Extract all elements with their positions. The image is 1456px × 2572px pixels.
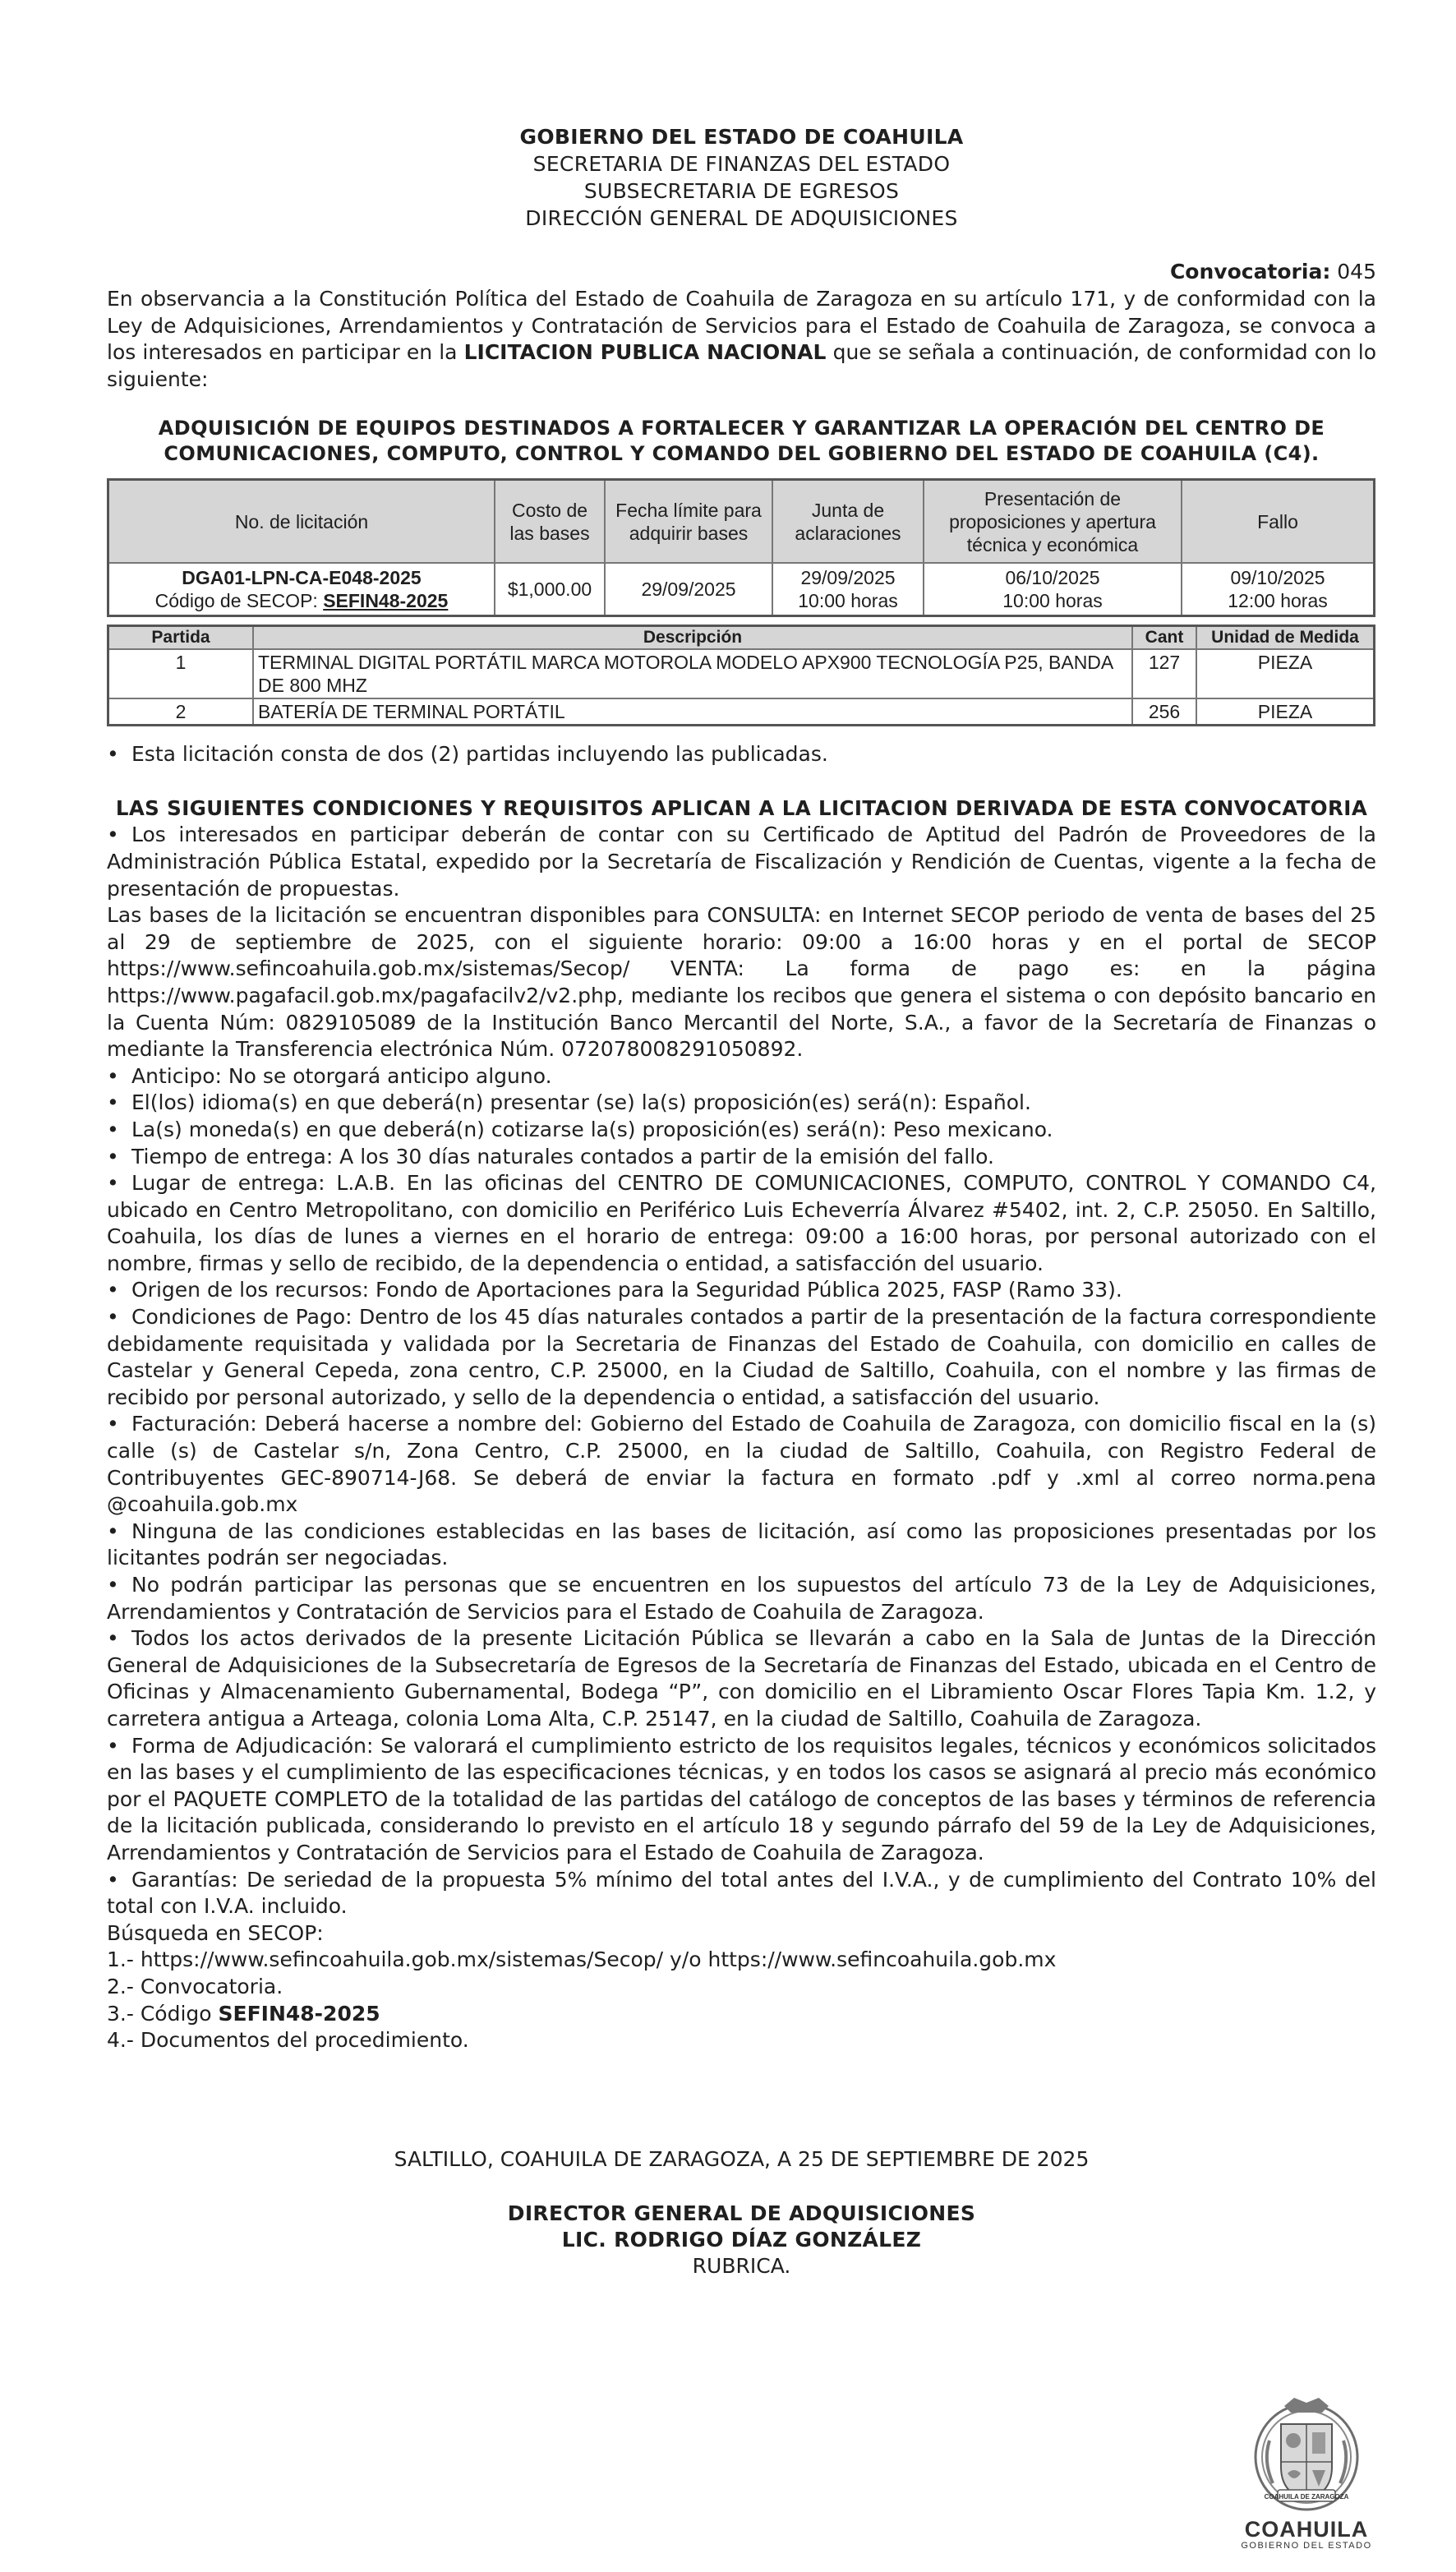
condition-item [107, 1117, 1376, 1144]
condition-text: Origen de los recursos: Fondo de Aportaciones para la Seguridad Pública 2025, FASP (Ramo 33). [131, 1278, 1122, 1302]
table-row [108, 649, 1375, 698]
condition-text: La(s) moneda(s) en que deberá(n) cotizarse la(s) proposición(es) será(n): Peso mexicano. [131, 1117, 1053, 1141]
bullet-icon: • [107, 742, 119, 767]
fallo-hora: 12:00 horas [1228, 590, 1328, 612]
bullet-icon: • [107, 1063, 119, 1088]
licitacion-table-header [108, 480, 1375, 564]
intro-text: En observancia a la Constitución Política del Estado de Coahuila de Zaragoza en su artículo 171, y de conformidad con la Ley de Adquisiciones, Arrendamientos y Contratación de Servicios para el Estado de Coahuila de Zaragoza, se convoca a los interesados en participar en la [107, 287, 1376, 365]
col-fecha-limite: Fecha límite para adquirir bases [605, 480, 772, 564]
bullet-icon: • [107, 1867, 119, 1892]
intro-bold: LICITACION PUBLICA NACIONAL [463, 340, 827, 365]
condition-text: No podrán participar las personas que se encuentren en los supuestos del artículo 73 de la Ley de Adquisiciones, Arrendamientos y Contratación de Servicios para el Estado de Coahuila de Zaragoza. [107, 1573, 1376, 1624]
col-fallo: Fallo [1182, 480, 1375, 564]
step3-label: 3.- Código [107, 2001, 219, 2026]
partidas-table [107, 625, 1375, 726]
cell-cant: 127 [1132, 649, 1196, 698]
bullet-icon: • [107, 1626, 119, 1651]
junta-hora: 10:00 horas [798, 590, 898, 612]
condition-text: Garantías: De seriedad de la propuesta 5% mínimo del total antes del I.V.A., y de cumplimiento del Contrato 10% del total con I.V.A. incluido. [107, 1867, 1376, 1919]
cell-fecha-limite: 29/09/2025 [605, 563, 772, 616]
bullet-icon: • [107, 823, 119, 847]
cell-junta [772, 563, 924, 616]
cell-partida: 1 [108, 649, 254, 698]
condition-item [107, 1572, 1376, 1625]
bullet-icon: • [107, 1573, 119, 1597]
cell-presentacion [924, 563, 1182, 616]
busqueda-step-3 [107, 2001, 1376, 2028]
col-no-licitacion: No. de licitación [108, 480, 495, 564]
condition-text: Ninguna de las condiciones establecidas en las bases de licitación, así como las proposiciones presentadas por los licitantes podrán ser negociadas. [107, 1519, 1376, 1570]
step3-code: SEFIN48-2025 [218, 2001, 380, 2026]
cell-descripcion: BATERÍA DE TERMINAL PORTÁTIL [253, 698, 1132, 726]
licitacion-table-row [108, 563, 1375, 616]
condition-item [107, 1144, 1376, 1171]
signature-role: DIRECTOR GENERAL DE ADQUISICIONES [507, 2201, 976, 2225]
col-junta: Junta de aclaraciones [772, 480, 924, 564]
presentacion-hora: 10:00 horas [1002, 590, 1103, 612]
signature-rubrica: RUBRICA. [692, 2253, 791, 2278]
licitacion-number: DGA01-LPN-CA-E048-2025 [182, 567, 422, 589]
condition-item [107, 1304, 1376, 1411]
bullet-icon: • [107, 1117, 119, 1141]
condition-item [107, 1867, 1376, 1920]
partidas-note [107, 741, 1376, 767]
header-government: GOBIERNO DEL ESTADO DE COAHUILA [519, 125, 964, 149]
secop-code: SEFIN48-2025 [323, 590, 449, 612]
condition-text: Los interesados en participar deberán de contar con su Certificado de Aptitud del Padrón de Proveedores de la Administración Pública Estatal, expedido por la Secretaría de Fiscalización y Rendición de Cuentas, vigente a la fecha de presentación de propuestas. [107, 823, 1376, 901]
condition-bases: Las bases de la licitación se encuentran disponibles para CONSULTA: en Internet SECOP periodo de venta de bases del 25 al 29 de septiembre de 2025, con el siguiente horario: 09:00 a 16:00 horas y en el portal de SECOP https://www.sefincoahuila.gob.mx/sistemas/Secop/ VENTA: La forma de pago es: en la página https://www.pagafacil.gob.mx/pagafacilv2/v2.php, mediante los recibos que genera el sistema o con depósito bancario en la Cuenta Núm: 0829105089 de la Institución Banco Mercantil del Norte, S.A., a favor de la Secretaría de Finanzas o mediante la Transferencia electrónica Núm. 072078008291050892. [107, 903, 1376, 1062]
signature-block [107, 2201, 1376, 2279]
bullet-icon: • [107, 1305, 119, 1330]
condition-text: Todos los actos derivados de la presente Licitación Pública se llevarán a cabo en la Sala de Juntas de la Dirección General de Adquisiciones de la Subsecretaría de Egresos de la Secretaría de Finanzas del Estado, ubicada en el Centro de Oficinas y Almacenamiento Gubernamental, Bodega “P”, con domicilio en el Libramiento Oscar Flores Tapia Km. 1.2, y carretera antigua a Arteaga, colonia Loma Alta, C.P. 25147, en la ciudad de Saltillo, Coahuila de Zaragoza. [107, 1626, 1376, 1731]
bullet-icon: • [107, 1519, 119, 1543]
seal-text: COAHUILA DE ZARAGOZA [1264, 2493, 1349, 2501]
condition-item [107, 1733, 1376, 1867]
condition-item [107, 1090, 1376, 1117]
busqueda-secop [107, 1920, 1376, 2054]
document-page [107, 123, 1376, 2279]
col-descripcion: Descripción [253, 626, 1132, 650]
secop-code-line [114, 589, 489, 612]
header-secretaria: SECRETARIA DE FINANZAS DEL ESTADO [532, 152, 951, 176]
condition-text: Anticipo: No se otorgará anticipo alguno. [131, 1063, 552, 1088]
condition-text: Tiempo de entrega: A los 30 días naturales contados a partir de la emisión del fallo. [131, 1144, 994, 1168]
col-unidad: Unidad de Medida [1196, 626, 1375, 650]
coat-of-arms-icon [1245, 2391, 1368, 2514]
cell-partida: 2 [108, 698, 254, 726]
col-presentacion: Presentación de proposiciones y apertura técnica y económica [924, 480, 1182, 564]
busqueda-step-1: 1.- https://www.sefincoahuila.gob.mx/sistemas/Secop/ y/o https://www.sefincoahuila.gob.mx [107, 1947, 1057, 1972]
logo-subtitle: GOBIERNO DEL ESTADO [1241, 2541, 1372, 2551]
bullet-icon: • [107, 1278, 119, 1302]
fallo-fecha: 09/10/2025 [1230, 567, 1325, 589]
condition-text: Forma de Adjudicación: Se valorará el cumplimiento estricto de los requisitos legales, técnicos y económicos solicitados en las bases y el cumplimiento de las especificaciones técnicas, y en todos los casos se asignará al precio más económico por el PAQUETE COMPLETO de la totalidad de las partidas del catálogo de conceptos de las bases y términos de referencia de la licitación publicada, considerando lo previsto en el artículo 18 y segundo párrafo del 59 de la Ley de Adquisiciones, Arrendamientos y Contratación de Servicios para el Estado de Coahuila de Zaragoza. [107, 1733, 1376, 1864]
condition-item [107, 1063, 1376, 1090]
condition-item [107, 1625, 1376, 1732]
cell-unidad: PIEZA [1196, 649, 1375, 698]
convocatoria-number [107, 258, 1376, 286]
cell-fallo [1182, 563, 1375, 616]
busqueda-step-2: 2.- Convocatoria. [107, 1974, 283, 1998]
junta-fecha: 29/09/2025 [800, 567, 896, 589]
convocatoria-label: Convocatoria: [1169, 260, 1331, 283]
bullet-icon: • [107, 1733, 119, 1758]
header-direccion: DIRECCIÓN GENERAL DE ADQUISICIONES [525, 206, 958, 230]
partidas-table-header [108, 626, 1375, 650]
place-date: SALTILLO, COAHUILA DE ZARAGOZA, A 25 DE SEPTIEMBRE DE 2025 [394, 2146, 1090, 2171]
signature-name: LIC. RODRIGO DÍAZ GONZÁLEZ [561, 2227, 922, 2252]
condition-item [107, 1277, 1376, 1304]
busqueda-step-4: 4.- Documentos del procedimiento. [107, 2028, 469, 2053]
condition-text: El(los) idioma(s) en que deberá(n) presentar (se) la(s) proposición(es) será(n): Español. [131, 1090, 1031, 1115]
logo-wordmark: COAHUILA [1244, 2517, 1369, 2542]
cell-cant: 256 [1132, 698, 1196, 726]
document-header [107, 123, 1376, 232]
busqueda-title: Búsqueda en SECOP: [107, 1920, 324, 1945]
condition-item [107, 822, 1376, 902]
table-row [108, 698, 1375, 726]
bullet-icon: • [107, 1090, 119, 1115]
coahuila-logo [1224, 2391, 1389, 2556]
condition-text: Condiciones de Pago: Dentro de los 45 días naturales contados a partir de la presentación de la factura correspondiente debidamente requisitada y validada por la Secretaria de Finanzas del Estado de Coahuila, con domicilio en calles de Castelar y General Cepeda, zona centro, C.P. 25000, en la Ciudad de Saltillo, Coahuila, con el nombre y las firmas de recibido por personal autorizado, y sello de la dependencia o entidad, a satisfacción del usuario. [107, 1305, 1376, 1409]
condition-item [107, 1170, 1376, 1277]
intro-paragraph [107, 286, 1376, 393]
note-text: Esta licitación consta de dos (2) partidas incluyendo las publicadas. [131, 742, 828, 767]
convocatoria-value: 045 [1337, 260, 1376, 283]
cell-no-licitacion [108, 563, 495, 616]
conditions-title: LAS SIGUIENTES CONDICIONES Y REQUISITOS APLICAN A LA LICITACION DERIVADA DE ESTA CONVOCATORIA [115, 796, 1368, 821]
col-cant: Cant [1132, 626, 1196, 650]
cell-unidad: PIEZA [1196, 698, 1375, 726]
bullet-icon: • [107, 1144, 119, 1168]
condition-text: Facturación: Deberá hacerse a nombre del: Gobierno del Estado de Coahuila de Zaragoza, con domicilio fiscal en la (s) calle (s) de Castelar s/n, Zona Centro, C.P. 25000, en la ciudad de Saltillo, Coahuila, con Registro Federal de Contribuyentes GEC-890714-J68. Se deberá de enviar la factura en formato .pdf y .xml al correo norma.pena @coahuila.gob.mx [107, 1412, 1376, 1517]
intro-tail: que se señala a continuación, de conformidad con lo siguiente: [107, 340, 1377, 391]
procurement-title: ADQUISICIÓN DE EQUIPOS DESTINADOS A FORTALECER Y GARANTIZAR LA OPERACIÓN DEL CENTRO DE COMUNICACIONES, COMPUTO, CONTROL Y COMANDO DEL GOBIERNO DEL ESTADO DE COAHUILA (C4). [158, 417, 1325, 466]
bullet-icon: • [107, 1171, 119, 1196]
conditions-list [107, 822, 1376, 1920]
header-subsecretaria: SUBSECRETARIA DE EGRESOS [583, 179, 900, 203]
cell-descripcion: TERMINAL DIGITAL PORTÁTIL MARCA MOTOROLA MODELO APX900 TECNOLOGÍA P25, BANDA DE 800 MHZ [253, 649, 1132, 698]
condition-text: Lugar de entrega: L.A.B. En las oficinas del CENTRO DE COMUNICACIONES, COMPUTO, CONTROL Y COMANDO C4, ubicado en Centro Metropolitano, con domicilio en Periférico Luis Echeverría Álvarez #5402, int. 2, C.P. 25050. En Saltillo, Coahuila, los días de lunes a viernes en el horario de entrega: 09:00 a 16:00 horas, por personal autorizado con el nombre, firmas y sello de recibido, de la dependencia o entidad, a satisfacción del usuario. [107, 1171, 1376, 1275]
condition-item [107, 1411, 1376, 1518]
licitacion-table [107, 478, 1375, 617]
secop-label: Código de SECOP: [154, 590, 324, 612]
presentacion-fecha: 06/10/2025 [1005, 567, 1100, 589]
cell-costo: $1,000.00 [495, 563, 605, 616]
bullet-icon: • [107, 1412, 119, 1436]
col-costo: Costo de las bases [495, 480, 605, 564]
col-partida: Partida [108, 626, 254, 650]
condition-item [107, 1519, 1376, 1572]
